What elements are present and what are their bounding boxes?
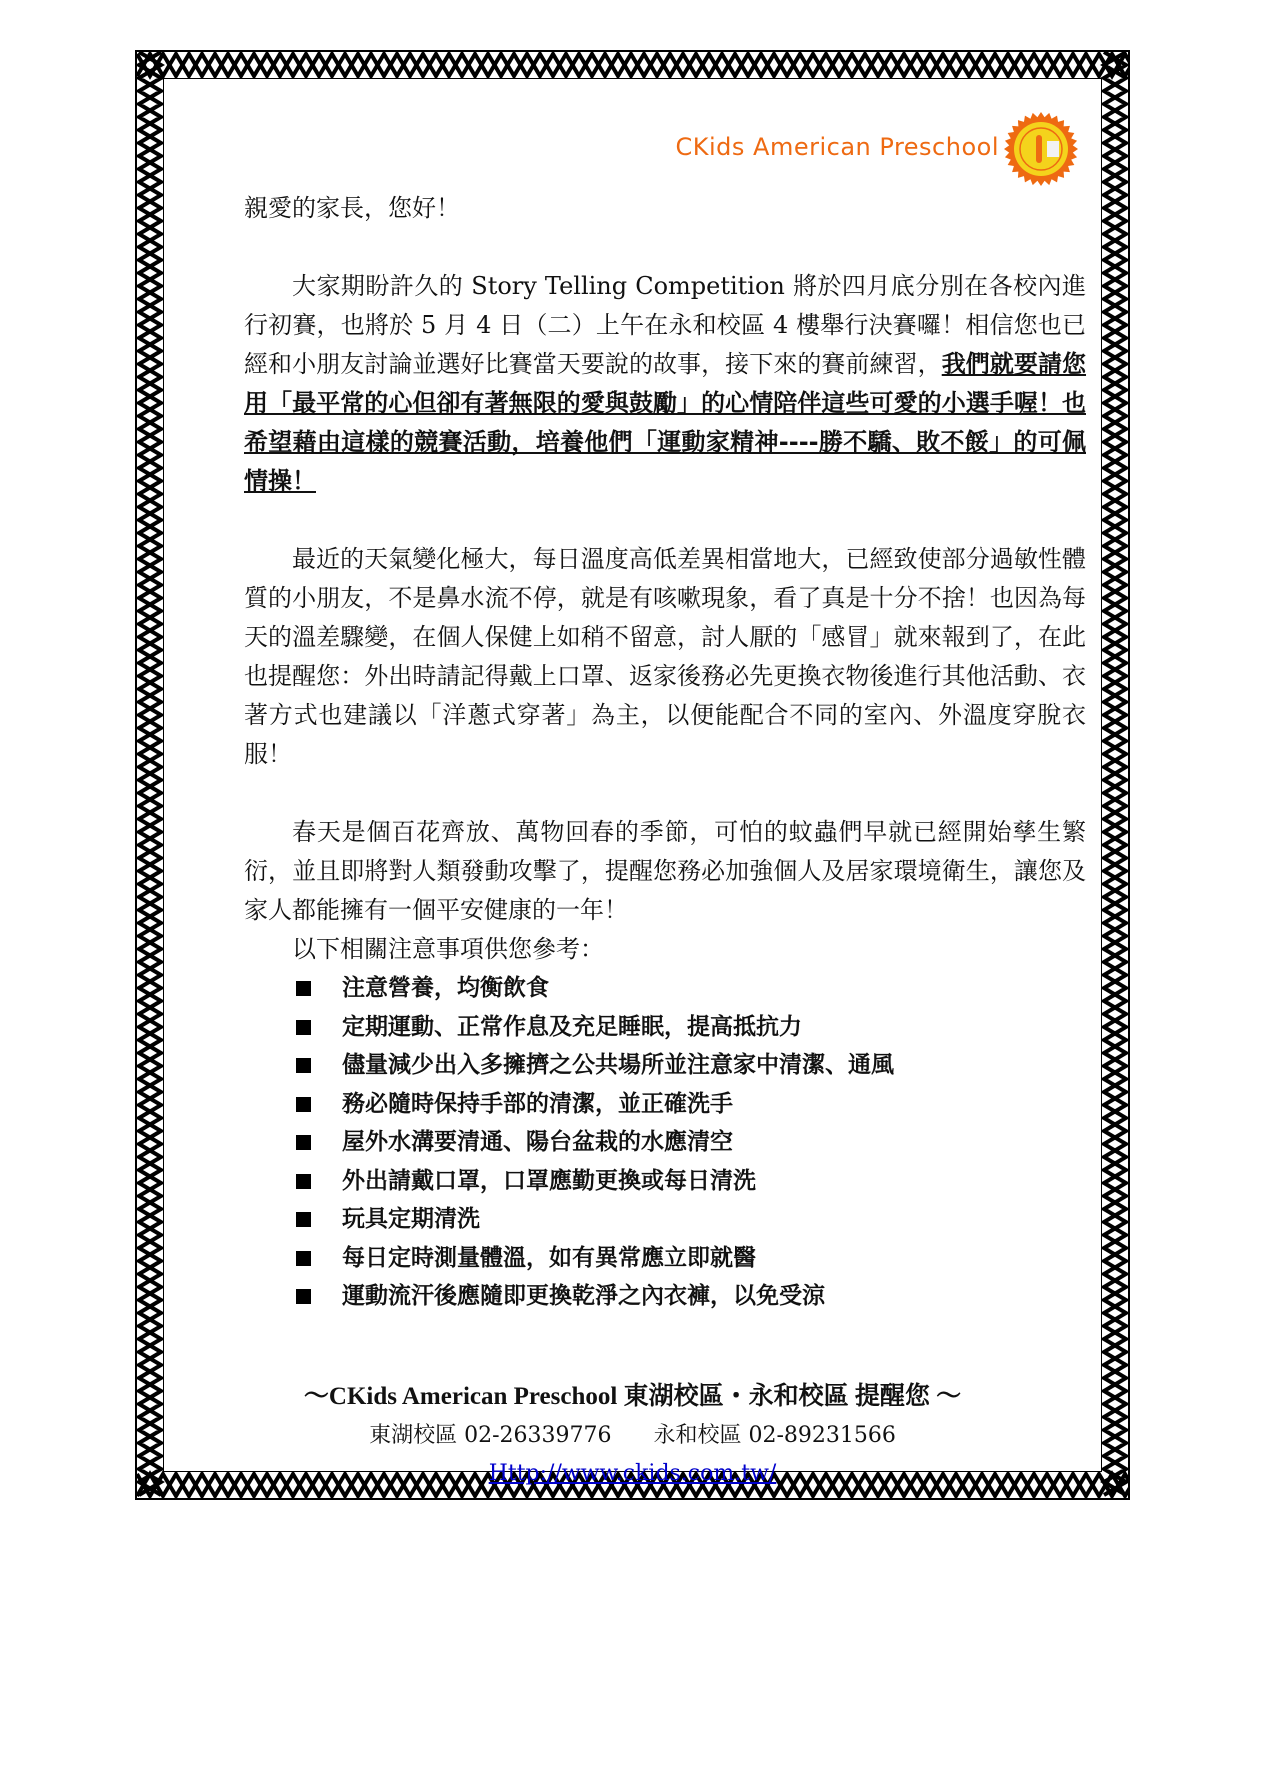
tip-text: 屋外水溝要清通、陽台盆栽的水應清空 xyxy=(342,1129,733,1155)
list-item xyxy=(296,1162,1086,1201)
list-item xyxy=(296,1239,1086,1278)
list-item xyxy=(296,1123,1086,1162)
salutation: 親愛的家長，您好！ xyxy=(244,194,460,222)
tip-text: 儘量減少出入多擁擠之公共場所並注意家中清潔、通風 xyxy=(342,1052,894,1078)
tip-text: 每日定時測量體溫，如有異常應立即就醫 xyxy=(342,1244,756,1271)
square-bullet-icon xyxy=(296,1212,311,1227)
paragraph-competition xyxy=(244,267,1086,501)
letter-body xyxy=(244,189,1086,1316)
footer-phone-numbers: 東湖校區 02-26339776 永和校區 02-89231566 xyxy=(369,1423,896,1448)
decorative-border-frame xyxy=(135,50,1130,1500)
letter-panel xyxy=(163,78,1102,1486)
paragraph-weather: 最近的天氣變化極大，每日溫度高低差異相當地大，已經致使部分過敏性體質的小朋友，不是鼻水流不停，就是有咳嗽現象，看了真是十分不捨！也因為每天的溫差驟變，在個人保健上如稍不留意，討人厭的「感冒」就來報到了，在此也提醒您：外出時請記得戴上口罩、返家後務必先更換衣物後進行其他活動、衣著方式也建議以「洋蔥式穿著」為主，以便能配合不同的室內、外溫度穿脫衣服！ xyxy=(244,545,1086,768)
square-bullet-icon xyxy=(296,1135,311,1150)
letter-footer xyxy=(190,1377,1075,1493)
square-bullet-icon xyxy=(296,1289,311,1304)
tip-text: 玩具定期清洗 xyxy=(342,1206,480,1232)
paragraph-competition-text: 大家期盼許久的 Story Telling Competition 將於四月底分別在各校內進行初賽，也將於 5 月 4 日（二）上午在永和校區 4 樓舉行決賽囉！相信您也已經和小朋友討論並選好比賽當天要說的故事，接下來的賽前練習， xyxy=(244,272,1086,378)
tip-text: 務必隨時保持手部的清潔，並正確洗手 xyxy=(342,1090,733,1117)
school-logo-text: CKids American Preschool xyxy=(675,133,999,161)
square-bullet-icon xyxy=(296,1174,311,1189)
health-tips-list xyxy=(244,969,1086,1316)
list-item xyxy=(296,1046,1086,1085)
paragraph-competition-emphasis: 我們就要請您用「最平常的心但卻有著無限的愛與鼓勵」的心情陪伴這些可愛的小選手喔！也希望藉由這樣的競賽活動，培養他們「運動家精神----勝不驕、敗不餒」的可佩情操！ xyxy=(244,350,1087,495)
tip-text: 外出請戴口罩，口罩應勤更換或每日清洗 xyxy=(342,1167,756,1194)
tip-text: 注意營養，均衡飲食 xyxy=(342,975,549,1001)
list-item xyxy=(296,1085,1086,1124)
list-item xyxy=(296,1277,1086,1316)
square-bullet-icon xyxy=(296,1020,311,1035)
square-bullet-icon xyxy=(296,1251,311,1266)
tips-intro: 以下相關注意事項供您參考： xyxy=(292,935,604,963)
square-bullet-icon xyxy=(296,981,311,996)
list-item xyxy=(296,1200,1086,1239)
square-bullet-icon xyxy=(296,1097,311,1112)
tip-text: 定期運動、正常作息及充足睡眠，提高抵抗力 xyxy=(342,1013,802,1040)
list-item xyxy=(296,969,1086,1008)
list-item xyxy=(296,1008,1086,1047)
square-bullet-icon xyxy=(296,1058,311,1073)
school-seal-logo xyxy=(1003,111,1079,187)
website-link[interactable]: Http://www.ckids.com.tw/ xyxy=(488,1461,777,1486)
tip-text: 運動流汗後應隨即更換乾淨之內衣褲，以免受涼 xyxy=(342,1283,825,1309)
footer-title: ～CKids American Preschool 東湖校區・永和校區 提醒您 ～ xyxy=(303,1383,962,1410)
paragraph-spring: 春天是個百花齊放、萬物回春的季節，可怕的蚊蟲們早就已經開始孳生繁衍，並且即將對人類發動攻擊了，提醒您務必加強個人及居家環境衛生，讓您及家人都能擁有一個平安健康的一年！ xyxy=(244,818,1086,924)
